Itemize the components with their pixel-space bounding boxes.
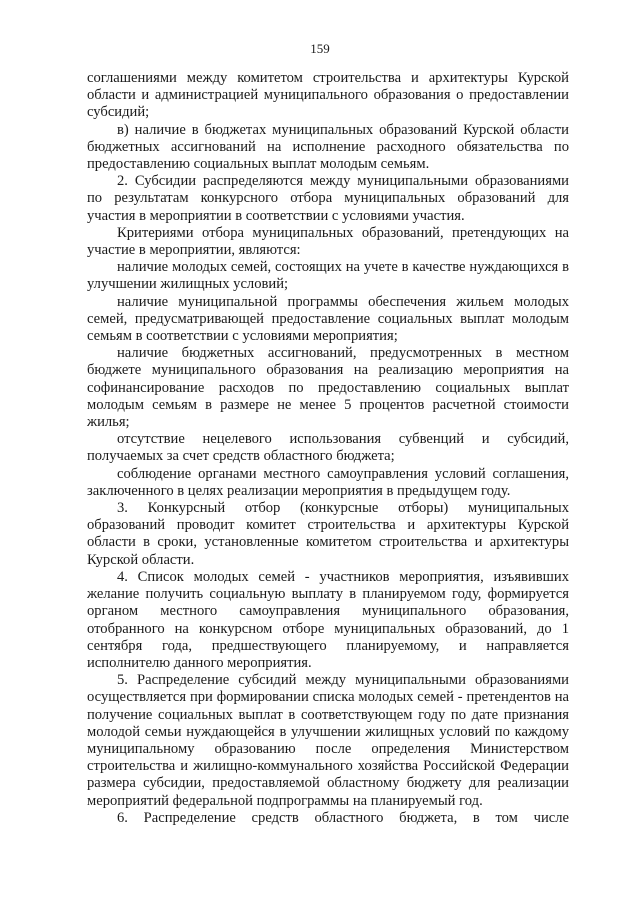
paragraph-8: отсутствие нецелевого использования субвенций и субсидий, получаемых за счет средств областного бюджета; bbox=[87, 431, 569, 465]
document-body bbox=[87, 70, 569, 827]
paragraph-4: Критериями отбора муниципальных образований, претендующих на участие в мероприятии, являются: bbox=[87, 224, 569, 259]
paragraph-2: в) наличие в бюджетах муниципальных образований Курской области бюджетных ассигнований на исполнение расходного обязательства по предоставлению социальных выплат молодым семьям. bbox=[87, 121, 569, 173]
paragraph-10: 3. Конкурсный отбор (конкурсные отборы) муниципальных образований проводит комитет строительства и архитектуры Курской области в сроки, установленные комитетом строительства и архитектуры Курской области. bbox=[87, 500, 569, 568]
paragraph-1: соглашениями между комитетом строительства и архитектуры Курской области и администрацией муниципального образования о предоставлении субсидий; bbox=[87, 70, 569, 121]
paragraph-12: 5. Распределение субсидий между муниципальными образованиями осуществляется при формировании списка молодых семей - претендентов на получение социальных выплат в соответствующем году по дате признания молодой семьи нуждающейся в улучшении жилищных условий по каждому муниципальному образованию после определения Министерством строительства и жилищно-коммунального хозяйства Российской Федерации размера субсидии, предоставляемой областному бюджету для реализации мероприятий федеральной подпрограммы на планируемый год. bbox=[87, 672, 569, 809]
page-number: 159 bbox=[310, 41, 330, 56]
paragraph-13: 6. Распределение средств областного бюджета, в том числе bbox=[117, 809, 569, 826]
paragraph-7: наличие бюджетных ассигнований, предусмотренных в местном бюджете муниципального образования на реализацию мероприятия на софинансирование расходов по предоставлению социальных выплат молодым семьям в размере не менее 5 процентов расчетной стоимости жилья; bbox=[87, 345, 569, 431]
paragraph-6: наличие муниципальной программы обеспечения жильем молодых семей, предусматривающей предоставление социальных выплат молодым семьям в соответствии с условиями мероприятия; bbox=[87, 293, 569, 345]
paragraph-3: 2. Субсидии распределяются между муниципальными образованиями по результатам конкурсного отбора муниципальных образований для участия в мероприятии в соответствии с условиями участия. bbox=[87, 173, 569, 224]
paragraph-5: наличие молодых семей, состоящих на учете в качестве нуждающихся в улучшении жилищных условий; bbox=[87, 259, 569, 293]
paragraph-11: 4. Список молодых семей - участников мероприятия, изъявивших желание получить социальную выплату в планируемом году, формируется органом местного самоуправления муниципального образования, отобранного на конкурсном отборе муниципальных образований, до 1 сентября года, предшествующего планируемому, и направляется исполнителю данного мероприятия. bbox=[87, 568, 569, 671]
paragraph-9: соблюдение органами местного самоуправления условий соглашения, заключенного в целях реализации мероприятия в предыдущем году. bbox=[87, 465, 569, 499]
